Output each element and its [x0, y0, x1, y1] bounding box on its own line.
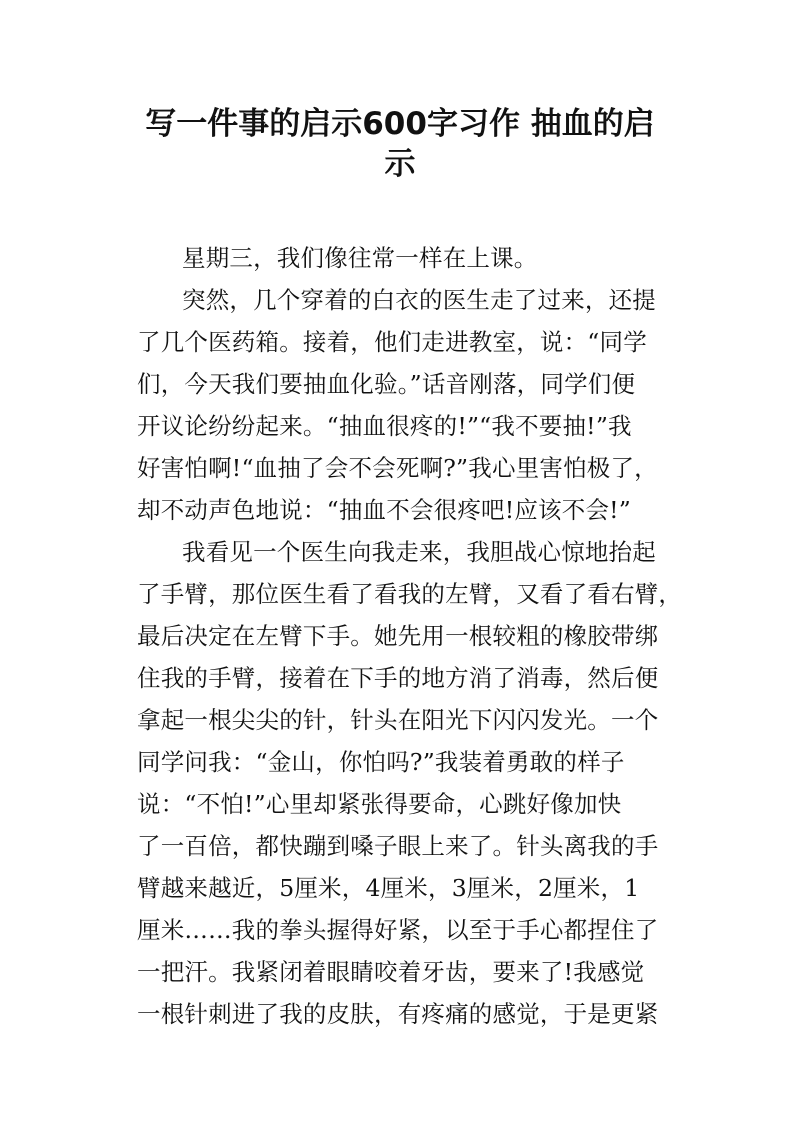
- text-line: 星期三，我们像往常一样在上课。: [182, 244, 538, 272]
- title-line: 示: [384, 146, 416, 182]
- text-line: 了几个医药箱。接着，他们走进教室，说：“同学: [137, 328, 647, 356]
- text-line: 了手臂，那位医生看了看我的左臂，又看了看右臂，: [137, 580, 683, 608]
- text-line: 同学问我：“金山，你怕吗?”我装着勇敢的样子: [137, 748, 625, 776]
- text-line: 却不动声色地说：“抽血不会很疼吧!应该不会!”: [137, 496, 632, 524]
- text-line: 拿起一根尖尖的针，针头在阳光下闪闪发光。一个: [137, 706, 659, 734]
- text-line: 了一百倍，都快蹦到嗓子眼上来了。针头离我的手: [137, 832, 659, 860]
- text-line: 开议论纷纷起来。“抽血很疼的!”“我不要抽!”我: [137, 412, 632, 440]
- text-line: 住我的手臂，接着在下手的地方消了消毒，然后便: [137, 664, 659, 692]
- text-line: 一根针刺进了我的皮肤，有疼痛的感觉，于是更紧: [137, 1000, 659, 1028]
- page-title: [120, 104, 680, 184]
- text-line: 臂越来越近，5厘米，4厘米，3厘米，2厘米，1: [137, 874, 640, 902]
- text-line: 一把汗。我紧闭着眼睛咬着牙齿，要来了!我感觉: [137, 958, 645, 986]
- text-line: 最后决定在左臂下手。她先用一根较粗的橡胶带绑: [137, 622, 659, 650]
- title-line: 写一件事的启示600字习作 抽血的启: [145, 106, 655, 142]
- text-line: 说：“不怕!”心里却紧张得要命，心跳好像加快: [137, 790, 622, 818]
- paragraph: [137, 237, 677, 279]
- text-line: 们，今天我们要抽血化验。”话音刚落，同学们便: [137, 370, 636, 398]
- text-line: 突然，几个穿着的白衣的医生走了过来，还提: [182, 286, 656, 314]
- text-line: 好害怕啊!“血抽了会不会死啊?”我心里害怕极了，: [137, 454, 658, 482]
- paragraph: [137, 279, 677, 531]
- text-line: 厘米……我的拳头握得好紧，以至于手心都捏住了: [137, 916, 659, 944]
- paragraph: [137, 531, 683, 1035]
- text-line: 我看见一个医生向我走来，我胆战心惊地抬起: [182, 538, 656, 566]
- article-body: [137, 237, 683, 1035]
